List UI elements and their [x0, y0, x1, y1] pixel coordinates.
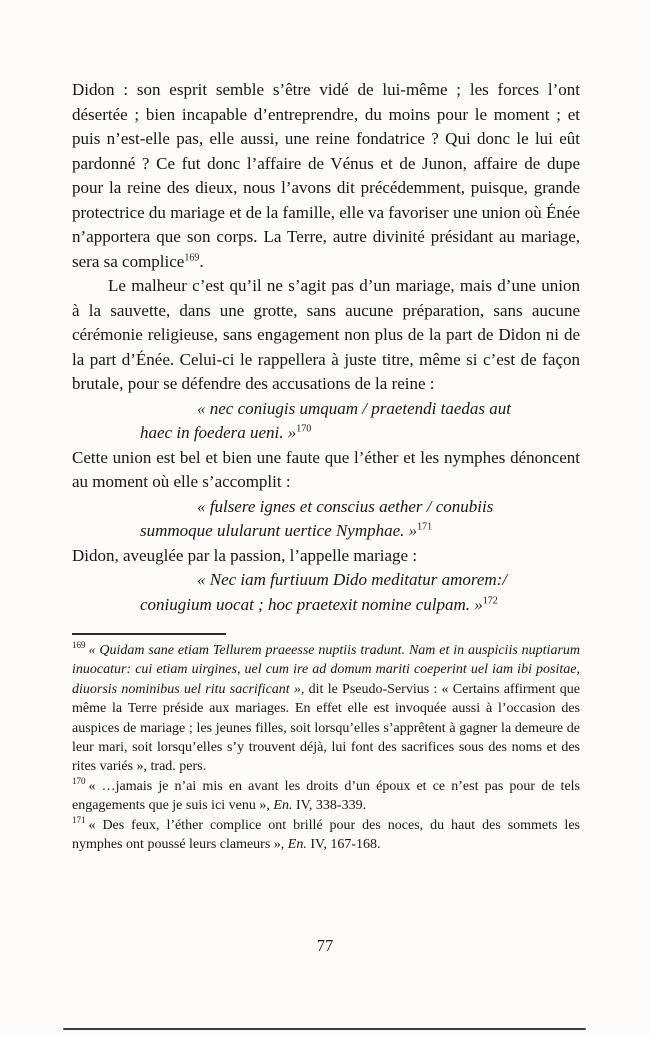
latin-quote-3: [140, 568, 580, 617]
paragraph-text: .: [199, 251, 204, 271]
footnote-171: [72, 816, 580, 855]
paragraph-4: Didon, aveuglée par la passion, l’appelle mariage :: [72, 545, 418, 565]
main-text: [72, 78, 580, 617]
quote-line: haec in foedera ueni. »: [140, 423, 297, 442]
footnote-ref-169: 169: [184, 251, 200, 263]
footnote-number: 170: [72, 776, 86, 787]
quote-line: summoque ulularunt uertice Nymphae. »: [140, 521, 418, 540]
latin-quote-2: [140, 495, 580, 544]
footnote-roman-text: , dit le Pseudo-Servius : « Certains affirment que même la Terre préside aux mariages. En effet elle est invoquée aussi à l’occasion des auspices de mariage ; les jeunes filles, soit lorsqu’elles s’apprêtent à gagner la demeure de leur mari, soit lorsqu’elles s’y trouvent déjà, lui font des sacrifices sous des noms et des rites variés », trad. pers.: [72, 681, 580, 775]
footnote-number: 171: [72, 815, 86, 825]
paragraph-1: [72, 78, 580, 274]
latin-quote-1: [140, 397, 580, 446]
footnote-ref-170: 170: [296, 423, 312, 435]
quote-line: coniugium uocat ; hoc praetexit nomine culpam. »: [140, 594, 483, 614]
paragraph-2: Le malheur c’est qu’il ne s’agit pas d’un mariage, mais d’une union à la sauvette, dans une grotte, sans aucune préparation, sans aucune cérémonie religieuse, sans engagement non plus de la part de Didon ni de la part d’Énée. Celui-ci le rappellera à juste titre, même si c’est de façon brutale, pour se défendre des accusations de la reine :: [72, 276, 580, 393]
page-number: 77: [316, 936, 334, 955]
footnote-text: « …jamais je n’ai mis en avant les droits d’un époux et ce n’est pas pour de tels engagements que je suis ici venu »,: [72, 778, 580, 814]
footnote-reference: IV, 167-168.: [306, 837, 381, 853]
footnote-number: 169: [72, 640, 86, 651]
quote-line: « nec coniugis umquam / praetendi taedas aut: [197, 398, 511, 418]
scan-edge-artifact: [63, 1028, 586, 1030]
footnote-169: [72, 641, 580, 777]
footnote-source: En.: [273, 798, 293, 814]
quote-line: « Nec iam furtiuum Dido meditatur amorem:/: [197, 570, 508, 589]
footnote-reference: IV, 338-339.: [292, 798, 367, 814]
footnote-170: [72, 777, 580, 816]
footnote-ref-172: 172: [482, 594, 498, 606]
footnote-separator: [72, 633, 226, 635]
footnotes-section: [72, 641, 580, 854]
footnote-ref-171: 171: [417, 521, 433, 533]
paragraph-3: Cette union est bel et bien une faute que l’éther et les nymphes dénoncent au moment où elle s’accomplit :: [72, 447, 580, 491]
footnote-text: « Des feux, l’éther complice ont brillé pour des noces, du haut des sommets les nymphes ont poussé leurs clameurs »,: [72, 817, 580, 853]
footnote-latin-text: « Quidam sane etiam Tellurem praeesse nuptiis tradunt. Nam et in auspiciis nuptiarum inuocatur: cui etiam uirgines, uel cum ire ad domum mariti coeperint uel iam ibi positae, diuorsis nominibus uel ritu sacrificant »: [72, 643, 580, 697]
paragraph-text: Didon : son esprit semble s’être vidé de lui-même ; les forces l’ont désertée ; bien incapable d’entreprendre, du moins pour le moment ; et puis n’est-elle pas, elle aussi, une reine fondatrice ? Qui donc le lui eût pardonné ? Ce fut donc l’affaire de Vénus et de Junon, affaire de dupe pour la reine des dieux, nous l’avons dit précédemment, puisque, grande protectrice du mariage et de la famille, elle va favoriser une union où Énée n’apportera que son corps. La Terre, autre divinité présidant au mariage, sera sa complice: [72, 80, 580, 271]
quote-line: « fulsere ignes et conscius aether / conubiis: [197, 496, 494, 516]
footnote-source: En.: [287, 837, 307, 853]
